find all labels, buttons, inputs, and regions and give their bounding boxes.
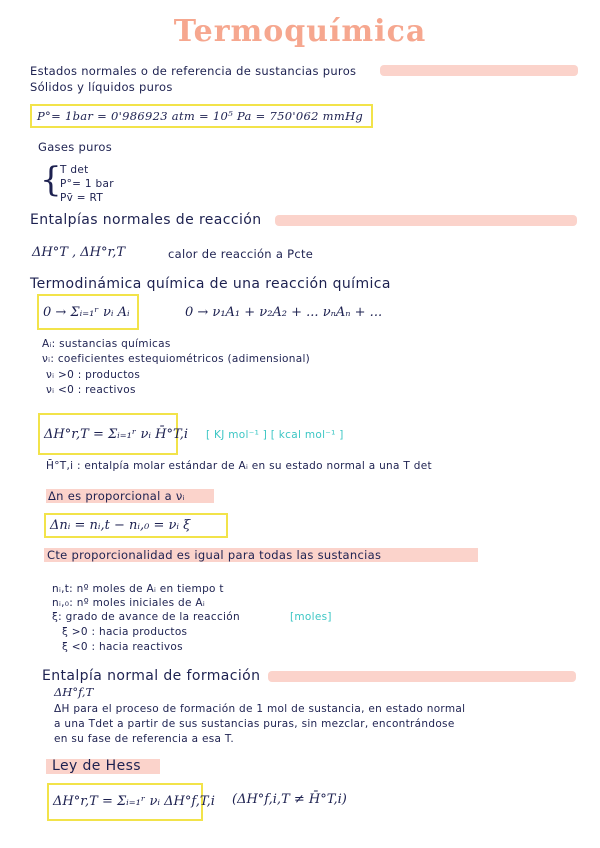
gases-item-tdet: T det xyxy=(60,164,89,176)
hess-note: (ΔH°f,i,T ≠ H̄°T,i) xyxy=(232,792,347,807)
section-heading-formacion: Entalpía normal de formación xyxy=(42,668,261,684)
def-coefficients: νᵢ: coeficientes estequiométricos (adimensional) xyxy=(42,353,311,365)
section-heading-hess: Ley de Hess xyxy=(52,758,141,774)
gases-brace: { xyxy=(40,160,62,200)
enthalpy-units: [ KJ mol⁻¹ ] [ kcal mol⁻¹ ] xyxy=(206,429,344,441)
def-substances: Aᵢ: sustancias químicas xyxy=(42,338,171,350)
moles-change-formula: Δnᵢ = nᵢ,t − nᵢ,₀ = νᵢ ξ xyxy=(50,518,191,533)
def-moles-initial: nᵢ,₀: nº moles iniciales de Aᵢ xyxy=(52,597,206,609)
extent-units: [moles] xyxy=(290,611,332,623)
def-reactants: νᵢ <0 : reactivos xyxy=(46,384,136,396)
extent-products: ξ >0 : hacia productos xyxy=(62,626,188,638)
def-moles-t: nᵢ,t: nº moles de Aᵢ en tiempo t xyxy=(52,583,224,595)
reaction-formula: 0 → Σᵢ₌₁ʳ νᵢ Aᵢ xyxy=(43,305,130,320)
intro-line-1: Estados normales o de referencia de sustancias puros xyxy=(30,64,357,78)
formation-desc-1: ΔH para el proceso de formación de 1 mol de sustancia, en estado normal xyxy=(54,703,466,715)
page-title: Termoquímica xyxy=(173,14,427,49)
def-extent: ξ: grado de avance de la reacción xyxy=(52,611,240,623)
enthalpy-symbols: ΔH°T , ΔH°r,T xyxy=(32,245,126,260)
enthalpy-sum-formula: ΔH°r,T = Σᵢ₌₁ʳ νᵢ H̄°T,i xyxy=(44,427,189,442)
hess-formula: ΔH°r,T = Σᵢ₌₁ʳ νᵢ ΔH°f,T,i xyxy=(53,794,215,809)
section-heading-entalpias: Entalpías normales de reacción xyxy=(30,212,262,228)
extent-reactants: ξ <0 : hacia reactivos xyxy=(62,641,183,653)
proportional-text: Δn es proporcional a νᵢ xyxy=(48,489,185,503)
formation-desc-3: en su fase de referencia a esa T. xyxy=(54,733,235,745)
intro-line-2: Sólidos y líquidos puros xyxy=(30,80,173,94)
molar-enthalpy-definition: H̄°T,i : entalpía molar estándar de Aᵢ en su estado normal a una T det xyxy=(46,460,432,472)
gases-item-ideal-gas: Pv̄ = RT xyxy=(60,192,104,204)
heading-underline-bar xyxy=(275,215,577,226)
formation-symbol: ΔH°f,T xyxy=(54,685,94,699)
heading-underline-bar xyxy=(380,65,578,76)
reaction-formula-expanded: 0 → ν₁A₁ + ν₂A₂ + ... νₙAₙ + ... xyxy=(185,305,383,320)
gases-label: Gases puros xyxy=(38,140,113,154)
enthalpy-description: calor de reacción a Pcte xyxy=(168,247,314,261)
constant-text: Cte proporcionalidad es igual para todas las sustancias xyxy=(47,548,382,562)
section-heading-termodinamica: Termodinámica química de una reacción química xyxy=(30,276,391,292)
gases-item-pressure: P°= 1 bar xyxy=(60,178,114,190)
def-products: νᵢ >0 : productos xyxy=(46,369,141,381)
formation-desc-2: a una Tdet a partir de sus sustancias puras, sin mezclar, encontrándose xyxy=(54,718,455,730)
pressure-equation: P°= 1bar = 0'986923 atm = 10⁵ Pa = 750'062 mmHg xyxy=(37,109,364,123)
heading-underline-bar xyxy=(268,671,576,682)
